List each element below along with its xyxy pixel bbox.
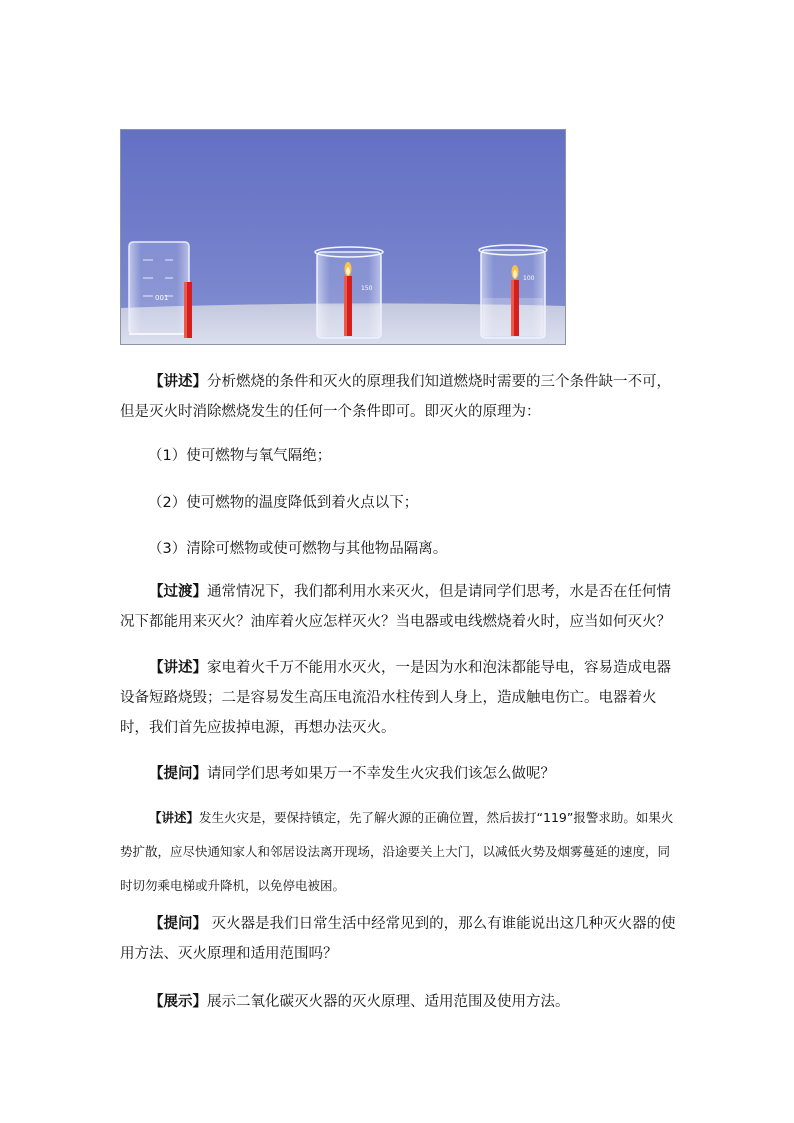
paragraph-question-fire	[120, 759, 680, 789]
middle-beaker	[315, 247, 383, 338]
paragraph-text: 发生火灾是，要保持镇定，先了解火源的正确位置，然后拔打“119”报警求助。如果火势扩散，应尽快通知家人和邻居设法离开现场，沿途要关上大门，以减低火势及烟雾蔓延的速度，同时切勿乘电梯或升降机，以免停电被困。	[120, 810, 674, 893]
tag-label: 【提问】	[149, 916, 207, 932]
list-item	[148, 488, 708, 518]
paragraph-question-extinguisher	[120, 909, 680, 969]
right-beaker	[479, 245, 547, 338]
list-item-text: （2）使可燃物的温度降低到着火点以下；	[148, 495, 419, 511]
paragraph-text: 灭火器是我们日常生活中经常见到的，那么有谁能说出这几种灭火器的使用方法、灭火原理和适用范围吗？	[120, 916, 676, 962]
list-item-text: （3）清除可燃物或使可燃物与其他物品隔离。	[148, 541, 448, 557]
tag-label: 【讲述】	[149, 810, 200, 825]
tag-label: 【讲述】	[149, 374, 207, 390]
paragraph-text: 分析燃烧的条件和灭火的原理我们知道燃烧时需要的三个条件缺一不可，但是灭火时消除燃烧发生的任何一个条件即可。即灭火的原理为：	[120, 374, 671, 420]
list-item	[148, 534, 708, 564]
tag-label: 【展示】	[149, 994, 207, 1010]
candle-experiment-photo	[120, 129, 566, 345]
beaker-label: 100	[523, 275, 535, 282]
paragraph-narrate-fire	[120, 801, 680, 903]
beaker-label: 001	[155, 294, 169, 302]
tag-label: 【过渡】	[149, 584, 207, 600]
tag-label: 【讲述】	[149, 660, 207, 676]
list-item	[148, 441, 708, 471]
paragraph-text: 展示二氧化碳灭火器的灭火原理、适用范围及使用方法。	[207, 994, 570, 1010]
paragraph-narrate-principle	[120, 367, 680, 427]
tag-label: 【提问】	[149, 766, 207, 782]
inverted-beaker	[129, 242, 192, 338]
paragraph-text: 通常情况下，我们都利用水来灭火，但是请同学们思考，水是否在任何情况下都能用来灭火？油库着火应怎样灭火？当电器或电线燃烧着火时，应当如何灭火？	[120, 584, 671, 630]
paragraph-narrate-appliance	[120, 653, 680, 743]
beaker-label: 150	[361, 285, 373, 292]
paragraph-transition	[120, 577, 680, 637]
paragraph-text: 请同学们思考如果万一不幸发生火灾我们该怎么做呢？	[207, 766, 555, 782]
paragraph-text: 家电着火千万不能用水灭火，一是因为水和泡沫都能导电，容易造成电器设备短路烧毁；二是容易发生高压电流沿水柱传到人身上，造成触电伤亡。电器着火时，我们首先应拔掉电源，再想办法灭火。	[120, 660, 671, 736]
paragraph-display	[120, 987, 680, 1017]
list-item-text: （1）使可燃物与氧气隔绝；	[148, 448, 332, 464]
